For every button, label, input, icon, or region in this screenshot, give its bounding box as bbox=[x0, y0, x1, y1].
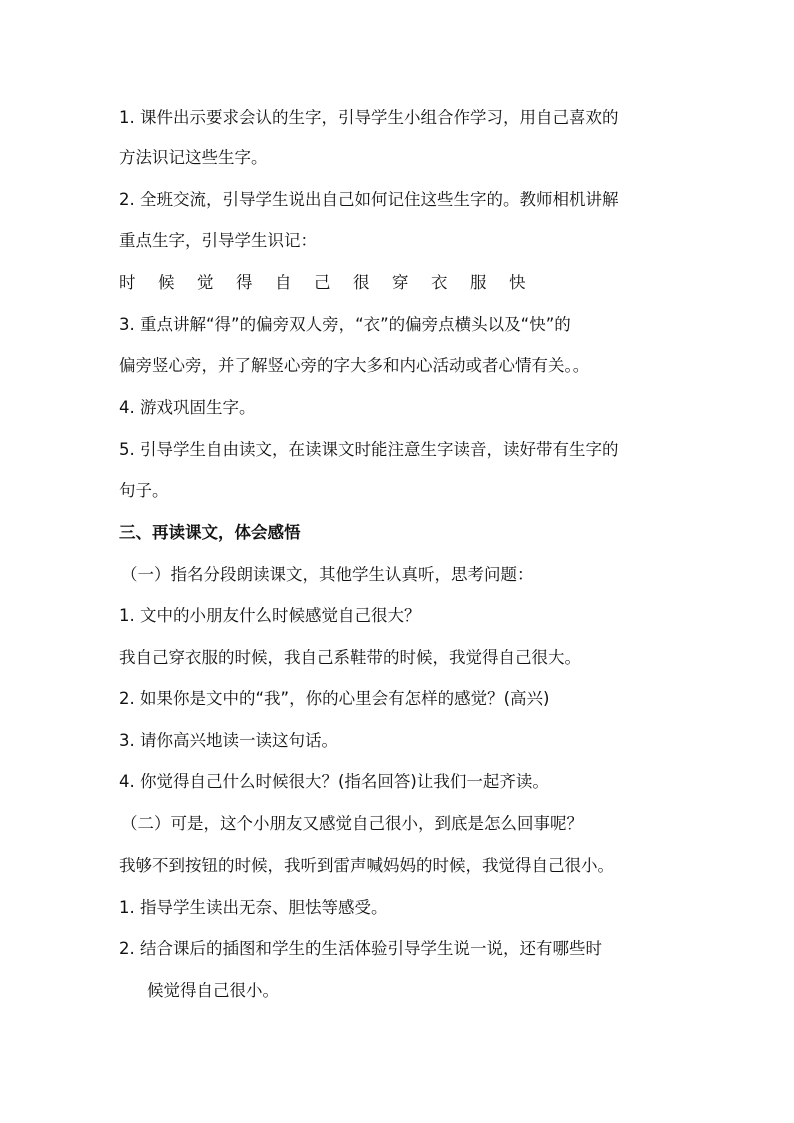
character-item: 很 bbox=[353, 273, 370, 292]
text-line: 3. 请你高兴地读一读这句话。 bbox=[119, 731, 338, 750]
text-line: 偏旁竖心旁，并了解竖心旁的字大多和内心活动或者心情有关。。 bbox=[119, 356, 590, 375]
text-line: 3. 重点讲解“得”的偏旁双人旁，“衣”的偏旁点横头以及“快”的 bbox=[119, 315, 571, 334]
character-item: 得 bbox=[236, 273, 253, 292]
text-line: 4. 你觉得自己什么时候很大？(指名回答)让我们一起齐读。 bbox=[119, 772, 549, 791]
text-line: 句子。 bbox=[119, 481, 169, 500]
text-line: 2. 全班交流，引导学生说出自己如何记住这些生字的。教师相机讲解 bbox=[119, 190, 619, 209]
text-line: 方法识记这些生字。 bbox=[119, 148, 268, 167]
section-heading: 三、再读课文，体会感悟 bbox=[119, 523, 301, 542]
character-item: 觉 bbox=[197, 273, 214, 292]
character-item: 衣 bbox=[431, 273, 448, 292]
character-list bbox=[119, 272, 679, 294]
text-line: 2. 如果你是文中的“我”，你的心里会有怎样的感觉？(高兴) bbox=[119, 689, 550, 708]
text-line: 候觉得自己很小。 bbox=[147, 981, 279, 1000]
text-line: 我够不到按钮的时候，我听到雷声喊妈妈的时候，我觉得自己很小。 bbox=[119, 856, 614, 875]
character-item: 时 bbox=[119, 273, 136, 292]
text-line: 2. 结合课后的插图和学生的生活体验引导学生说一说，还有哪些时 bbox=[119, 939, 602, 958]
character-item: 快 bbox=[509, 273, 526, 292]
text-line: 我自己穿衣服的时候，我自己系鞋带的时候，我觉得自己很大。 bbox=[119, 648, 581, 667]
text-line: 重点生字，引导学生识记： bbox=[119, 231, 317, 250]
character-item: 自 bbox=[275, 273, 292, 292]
character-item: 己 bbox=[314, 273, 331, 292]
text-line: 1. 文中的小朋友什么时候感觉自己很大？ bbox=[119, 606, 421, 625]
text-line: 1. 课件出示要求会认的生字，引导学生小组合作学习，用自己喜欢的 bbox=[119, 108, 619, 127]
text-line: 5. 引导学生自由读文，在读课文时能注意生字读音，读好带有生字的 bbox=[119, 440, 619, 459]
text-line: （一）指名分段朗读课文，其他学生认真听，思考问题： bbox=[121, 565, 534, 584]
character-item: 候 bbox=[158, 273, 175, 292]
text-line: （二）可是，这个小朋友又感觉自己很小，到底是怎么回事呢？ bbox=[121, 814, 583, 833]
character-item: 穿 bbox=[392, 273, 409, 292]
text-line: 4. 游戏巩固生字。 bbox=[119, 398, 256, 417]
text-line: 1. 指导学生读出无奈、胆怯等感受。 bbox=[119, 898, 388, 917]
character-item: 服 bbox=[470, 273, 487, 292]
